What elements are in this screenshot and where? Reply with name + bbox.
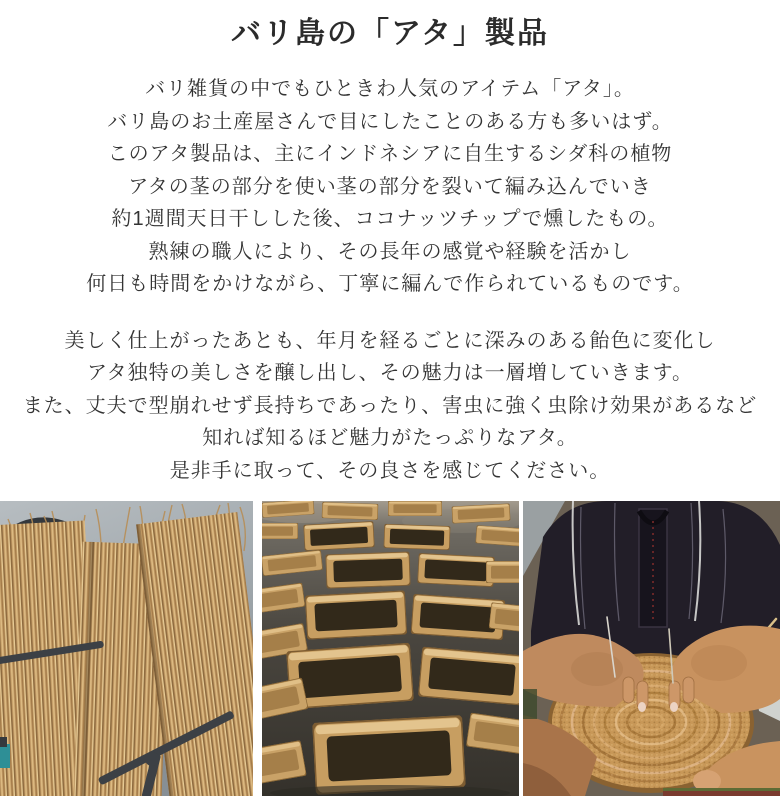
baskets-drying-illustration	[262, 501, 519, 796]
photo-ata-stem-bundles	[0, 501, 253, 796]
intro-line-7: 何日も時間をかけながら、丁寧に編んで作られているものです。	[86, 273, 694, 295]
appeal-paragraph	[0, 325, 780, 488]
intro-paragraph	[0, 73, 780, 301]
page-title: バリ島の「アタ」製品	[231, 17, 549, 50]
artisan-weaving-illustration	[523, 501, 780, 796]
appeal-line-1: 美しく仕上がったあとも、年月を経るごとに深みのある飴色に変化し	[64, 329, 716, 352]
intro-line-5: 約1週間天日干しした後、ココナッツチップで燻したもの。	[111, 208, 669, 230]
photo-baskets-drying	[262, 501, 519, 796]
appeal-line-2: アタ独特の美しさを醸し出し、その魅力は一層増していきます。	[87, 362, 693, 384]
intro-line-6: 熟練の職人により、その長年の感覚や経験を活かし	[148, 240, 632, 263]
appeal-line-3: また、丈夫で型崩れせず長持ちであったり、害虫に強く虫除け効果があるなど	[22, 394, 758, 417]
intro-line-4: アタの茎の部分を使い茎の部分を裂いて編み込んでいき	[128, 175, 652, 198]
ata-bundles-illustration	[0, 501, 253, 796]
intro-line-2: バリ島のお土産屋さんで目にしたことのある方も多いはず。	[107, 110, 673, 133]
appeal-line-5: 是非手に取って、その良さを感じてください。	[169, 459, 611, 482]
intro-line-3: このアタ製品は、主にインドネシアに自生するシダ科の植物	[107, 143, 673, 165]
page	[0, 16, 780, 487]
photo-artisan-weaving	[523, 501, 780, 796]
intro-line-1: バリ雑貨の中でもひときわ人気のアイテム「アタ」。	[145, 78, 635, 100]
photo-row	[0, 501, 780, 796]
appeal-line-4: 知れば知るほど魅力がたっぷりなアタ。	[202, 427, 578, 449]
